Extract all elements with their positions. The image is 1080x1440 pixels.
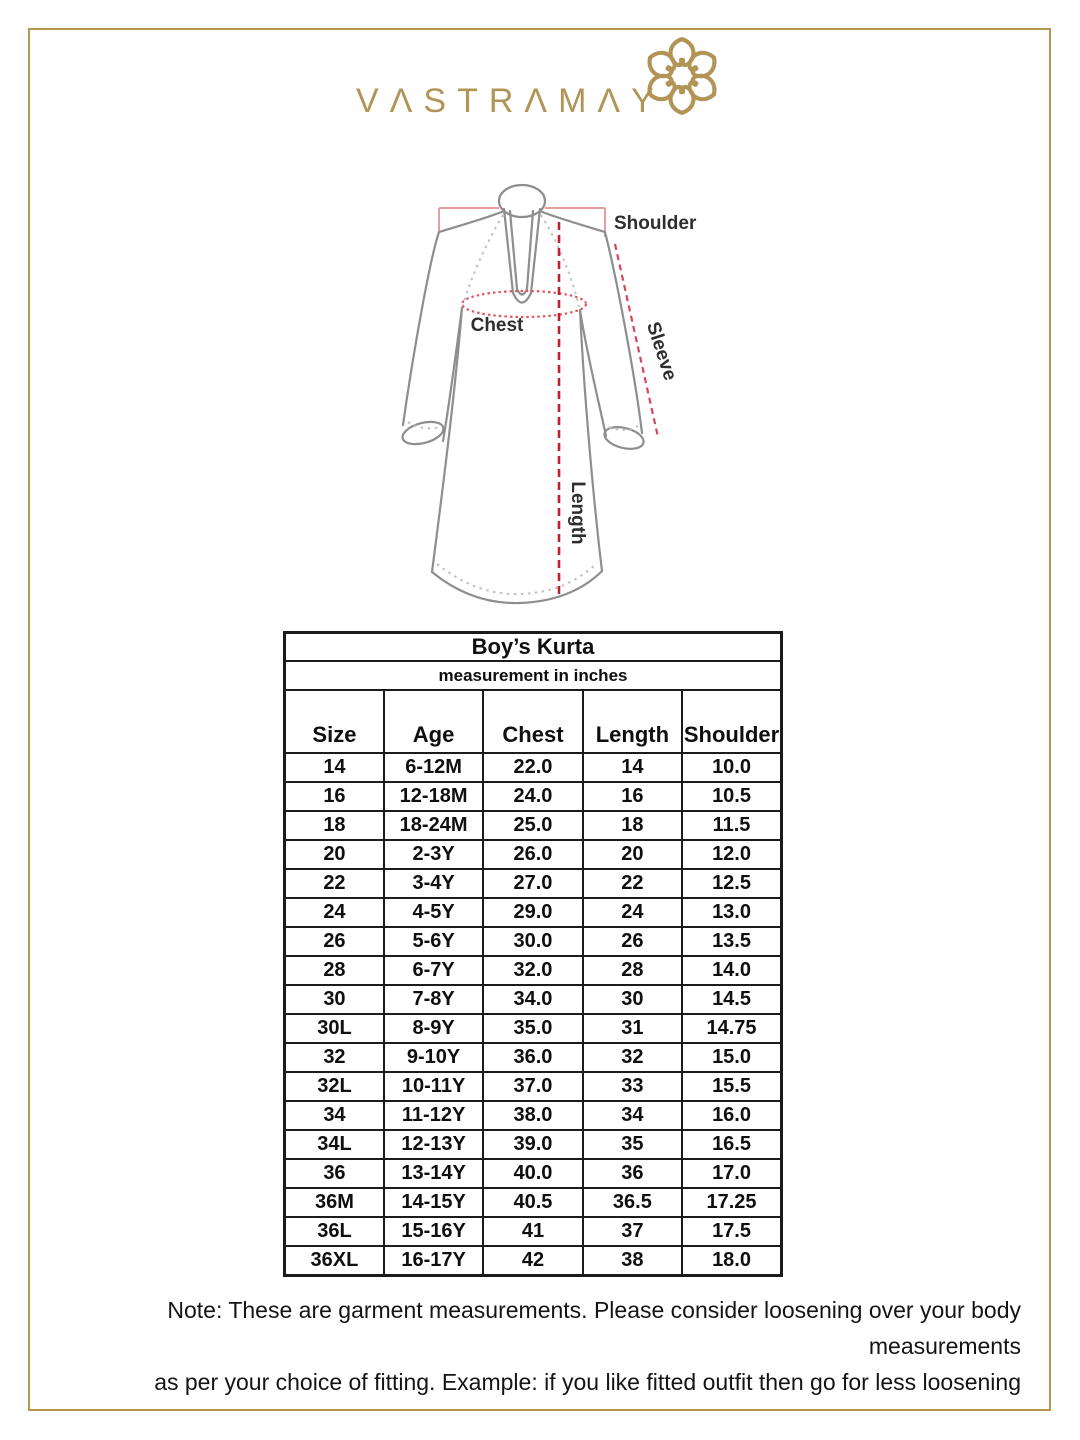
col-header-chest: Chest	[483, 690, 582, 753]
table-row	[285, 869, 782, 898]
table-cell: 27.0	[483, 869, 582, 898]
table-title-row	[285, 633, 782, 662]
sleeve-label: Sleeve	[641, 319, 681, 384]
table-cell: 38	[583, 1246, 682, 1276]
table-cell: 12.5	[682, 869, 781, 898]
table-cell: 34	[285, 1101, 384, 1130]
table-row	[285, 927, 782, 956]
table-subtitle-row	[285, 661, 782, 690]
table-cell: 24.0	[483, 782, 582, 811]
table-cell: 16.0	[682, 1101, 781, 1130]
table-cell: 41	[483, 1217, 582, 1246]
table-cell: 14-15Y	[384, 1188, 483, 1217]
table-cell: 35.0	[483, 1014, 582, 1043]
table-cell: 40.0	[483, 1159, 582, 1188]
table-cell: 16	[583, 782, 682, 811]
table-row	[285, 1130, 782, 1159]
table-row	[285, 840, 782, 869]
shoulder-label: Shoulder	[614, 213, 697, 234]
table-cell: 35	[583, 1130, 682, 1159]
table-cell: 13.0	[682, 898, 781, 927]
table-cell: 22.0	[483, 753, 582, 782]
table-cell: 6-7Y	[384, 956, 483, 985]
table-cell: 25.0	[483, 811, 582, 840]
table-cell: 6-12M	[384, 753, 483, 782]
kurta-measurement-diagram	[390, 165, 730, 635]
mandala-flower-icon	[637, 31, 727, 121]
table-cell: 30.0	[483, 927, 582, 956]
length-label: Length	[567, 481, 588, 545]
table-cell: 14	[285, 753, 384, 782]
table-cell: 36	[285, 1159, 384, 1188]
table-cell: 36XL	[285, 1246, 384, 1276]
table-row	[285, 1246, 782, 1276]
table-row	[285, 1101, 782, 1130]
table-cell: 8-9Y	[384, 1014, 483, 1043]
table-cell: 3-4Y	[384, 869, 483, 898]
size-table	[283, 631, 783, 1277]
brand-logo-text: VΛSTRΛMΛY	[356, 82, 665, 120]
table-cell: 37.0	[483, 1072, 582, 1101]
table-cell: 26.0	[483, 840, 582, 869]
table-row	[285, 956, 782, 985]
table-cell: 18	[285, 811, 384, 840]
table-cell: 33	[583, 1072, 682, 1101]
table-subtitle: measurement in inches	[285, 661, 782, 690]
kurta-outline	[400, 185, 646, 603]
table-cell: 13-14Y	[384, 1159, 483, 1188]
table-cell: 39.0	[483, 1130, 582, 1159]
table-cell: 9-10Y	[384, 1043, 483, 1072]
table-cell: 30	[285, 985, 384, 1014]
table-cell: 24	[583, 898, 682, 927]
table-header-row	[285, 690, 782, 753]
table-cell: 32.0	[483, 956, 582, 985]
size-table-body	[285, 753, 782, 1276]
table-cell: 34	[583, 1101, 682, 1130]
table-title: Boy’s Kurta	[285, 633, 782, 662]
table-cell: 40.5	[483, 1188, 582, 1217]
table-cell: 32	[583, 1043, 682, 1072]
table-row	[285, 898, 782, 927]
table-cell: 28	[285, 956, 384, 985]
table-cell: 26	[583, 927, 682, 956]
col-header-length: Length	[583, 690, 682, 753]
table-cell: 10.0	[682, 753, 781, 782]
table-row	[285, 1159, 782, 1188]
table-cell: 12.0	[682, 840, 781, 869]
table-cell: 42	[483, 1246, 582, 1276]
kurta-seam-stitches	[408, 215, 638, 594]
table-row	[285, 1188, 782, 1217]
table-cell: 26	[285, 927, 384, 956]
table-cell: 7-8Y	[384, 985, 483, 1014]
table-cell: 31	[583, 1014, 682, 1043]
table-cell: 24	[285, 898, 384, 927]
table-cell: 32	[285, 1043, 384, 1072]
table-cell: 18-24M	[384, 811, 483, 840]
table-cell: 20	[285, 840, 384, 869]
table-cell: 36L	[285, 1217, 384, 1246]
table-cell: 12-13Y	[384, 1130, 483, 1159]
table-cell: 15.5	[682, 1072, 781, 1101]
table-cell: 16-17Y	[384, 1246, 483, 1276]
table-cell: 36	[583, 1159, 682, 1188]
table-cell: 10-11Y	[384, 1072, 483, 1101]
table-cell: 30L	[285, 1014, 384, 1043]
table-cell: 14	[583, 753, 682, 782]
table-cell: 10.5	[682, 782, 781, 811]
table-cell: 20	[583, 840, 682, 869]
table-cell: 17.5	[682, 1217, 781, 1246]
table-cell: 36.5	[583, 1188, 682, 1217]
table-cell: 18	[583, 811, 682, 840]
table-cell: 14.5	[682, 985, 781, 1014]
table-cell: 11-12Y	[384, 1101, 483, 1130]
table-cell: 17.25	[682, 1188, 781, 1217]
table-cell: 36M	[285, 1188, 384, 1217]
table-cell: 15.0	[682, 1043, 781, 1072]
table-row	[285, 1014, 782, 1043]
table-row	[285, 811, 782, 840]
table-cell: 16.5	[682, 1130, 781, 1159]
note-text	[50, 1292, 1021, 1400]
col-header-age: Age	[384, 690, 483, 753]
table-cell: 32L	[285, 1072, 384, 1101]
table-cell: 4-5Y	[384, 898, 483, 927]
table-cell: 34.0	[483, 985, 582, 1014]
col-header-size: Size	[285, 690, 384, 753]
table-cell: 17.0	[682, 1159, 781, 1188]
table-cell: 14.0	[682, 956, 781, 985]
table-cell: 22	[583, 869, 682, 898]
table-row	[285, 1043, 782, 1072]
chest-label: Chest	[470, 315, 524, 336]
table-cell: 28	[583, 956, 682, 985]
table-cell: 38.0	[483, 1101, 582, 1130]
table-row	[285, 1217, 782, 1246]
table-cell: 15-16Y	[384, 1217, 483, 1246]
note-line-2: as per your choice of fitting. Example: if you like fitted outfit then go for less loosening	[154, 1369, 1021, 1395]
table-cell: 14.75	[682, 1014, 781, 1043]
table-cell: 5-6Y	[384, 927, 483, 956]
table-cell: 11.5	[682, 811, 781, 840]
table-row	[285, 782, 782, 811]
table-cell: 22	[285, 869, 384, 898]
table-cell: 34L	[285, 1130, 384, 1159]
table-cell: 30	[583, 985, 682, 1014]
table-row	[285, 1072, 782, 1101]
table-cell: 29.0	[483, 898, 582, 927]
note-line-1: Note: These are garment measurements. Please consider loosening over your body measurements	[167, 1297, 1021, 1359]
table-cell: 16	[285, 782, 384, 811]
col-header-shoulder: Shoulder	[682, 690, 781, 753]
table-cell: 2-3Y	[384, 840, 483, 869]
table-row	[285, 985, 782, 1014]
table-cell: 37	[583, 1217, 682, 1246]
table-cell: 12-18M	[384, 782, 483, 811]
table-row	[285, 753, 782, 782]
table-cell: 36.0	[483, 1043, 582, 1072]
table-cell: 13.5	[682, 927, 781, 956]
table-cell: 18.0	[682, 1246, 781, 1276]
